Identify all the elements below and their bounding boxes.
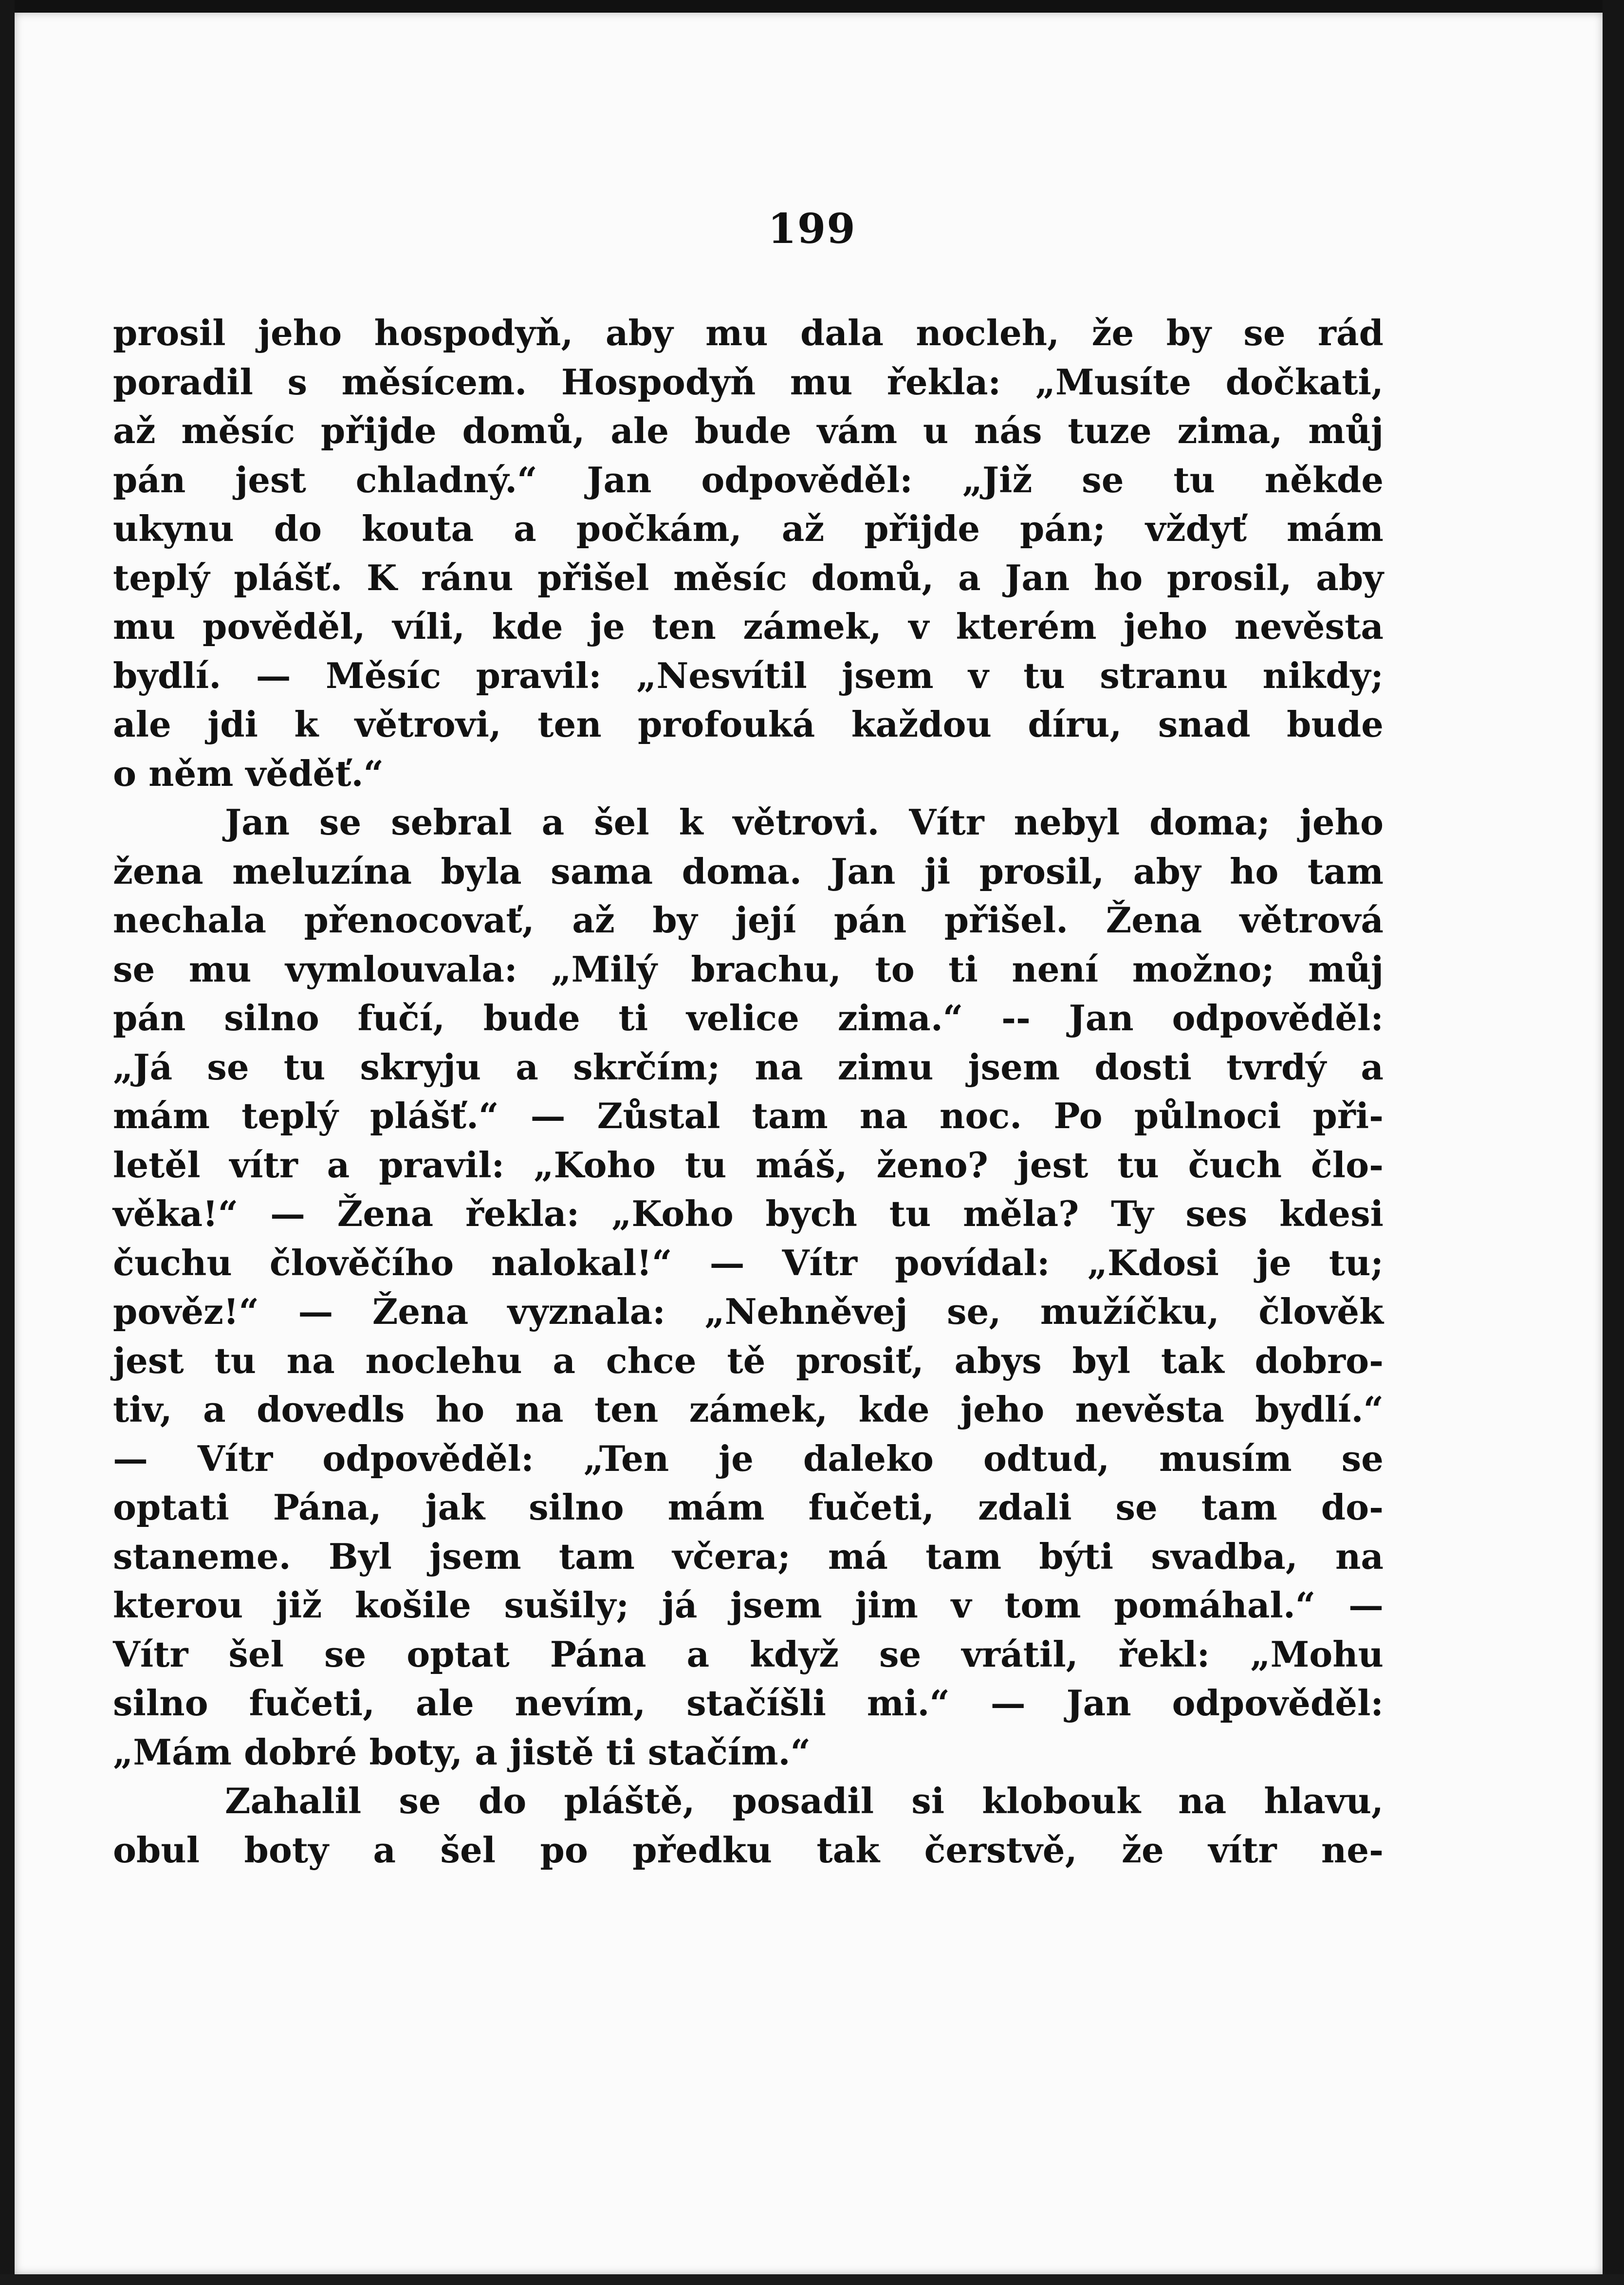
- text-line: mám teplý plášť.“ — Zůstal tam na noc. Po půlnoci při-: [113, 1095, 1384, 1136]
- text-line: poradil s měsícem. Hospodyň mu řekla: „Musíte dočkati,: [113, 361, 1384, 403]
- text-line: teplý plášť. K ránu přišel měsíc domů, a Jan ho prosil, aby: [113, 557, 1384, 598]
- paragraph-end-line: „Mám dobré boty, a jistě ti stačím.“: [113, 1731, 811, 1773]
- text-line: ukynu do kouta a počkám, až přijde pán; vždyť mám: [113, 508, 1384, 549]
- text-line: obul boty a šel po předku tak čerstvě, že vítr ne-: [113, 1829, 1384, 1871]
- text-line: kterou již košile sušily; já jsem jim v tom pomáhal.“ —: [113, 1584, 1384, 1626]
- text-line: optati Pána, jak silno mám fučeti, zdali se tam do-: [113, 1486, 1384, 1528]
- scan-border-left: [0, 0, 15, 2285]
- text-line: pán silno fučí, bude ti velice zima.“ -- Jan odpověděl:: [113, 997, 1384, 1039]
- text-line: silno fučeti, ale nevím, stačíšli mi.“ — Jan odpověděl:: [113, 1682, 1384, 1724]
- text-line: prosil jeho hospodyň, aby mu dala nocleh, že by se rád: [113, 312, 1384, 353]
- text-line: Vítr šel se optat Pána a když se vrátil, řekl: „Mohu: [113, 1633, 1384, 1675]
- text-line: „Já se tu skryju a skrčím; na zimu jsem dosti tvrdý a: [113, 1046, 1384, 1088]
- text-line: pověz!“ — Žena vyznala: „Nehněvej se, mužíčku, člověk: [113, 1291, 1384, 1332]
- text-line: čuchu člověčího nalokal!“ — Vítr povídal: „Kdosi je tu;: [113, 1242, 1384, 1283]
- text-line: nechala přenocovať, až by její pán přišel. Žena větrová: [113, 899, 1384, 941]
- text-line: až měsíc přijde domů, ale bude vám u nás tuze zima, můj: [113, 410, 1384, 451]
- paragraph-end-line: o něm věděť.“: [113, 752, 384, 794]
- text-line: se mu vymlouvala: „Milý brachu, to ti není možno; můj: [113, 948, 1384, 990]
- text-line: staneme. Byl jsem tam včera; má tam býti svadba, na: [113, 1535, 1384, 1577]
- text-line: letěl vítr a pravil: „Koho tu máš, ženo? jest tu čuch člo-: [113, 1144, 1384, 1186]
- text-line: pán jest chladný.“ Jan odpověděl: „Již se tu někde: [113, 459, 1384, 501]
- body-text: [113, 309, 1384, 1875]
- text-line: jest tu na noclehu a chce tě prosiť, abys byl tak dobro-: [113, 1339, 1384, 1381]
- scan-border-bottom: [0, 2274, 1624, 2285]
- text-line: — Vítr odpověděl: „Ten je daleko odtud, musím se: [113, 1437, 1384, 1479]
- scan-border-right: [1603, 0, 1624, 2285]
- text-line: věka!“ — Žena řekla: „Koho bych tu měla? Ty ses kdesi: [113, 1193, 1384, 1234]
- text-line: ale jdi k větrovi, ten profouká každou díru, snad bude: [113, 704, 1384, 745]
- paragraph-start-line: Jan se sebral a šel k větrovi. Vítr nebyl doma; jeho: [225, 801, 1384, 843]
- text-line: žena meluzína byla sama doma. Jan ji prosil, aby ho tam: [113, 850, 1384, 892]
- text-line: tiv, a dovedls ho na ten zámek, kde jeho nevěsta bydlí.“: [113, 1389, 1384, 1430]
- scan-border-top: [0, 0, 1624, 13]
- text-line: mu pověděl, víli, kde je ten zámek, v kterém jeho nevěsta: [113, 606, 1384, 647]
- text-line: bydlí. — Měsíc pravil: „Nesvítil jsem v tu stranu nikdy;: [113, 654, 1384, 696]
- page-number: 199: [768, 204, 856, 253]
- paragraph-start-line: Zahalil se do pláště, posadil si klobouk na hlavu,: [225, 1780, 1384, 1821]
